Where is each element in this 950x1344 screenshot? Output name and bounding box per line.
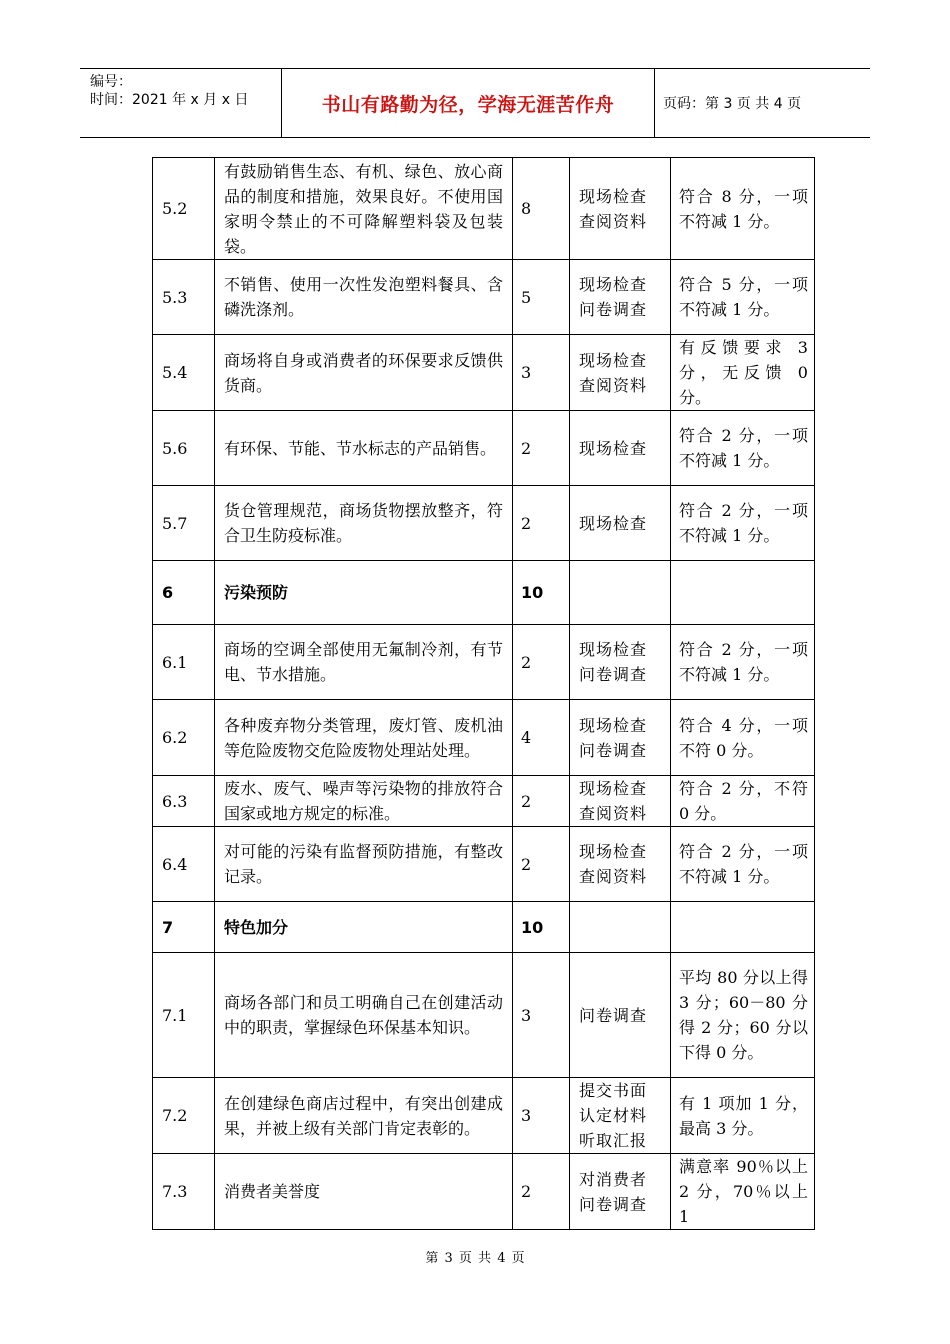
item-description: 污染预防 (215, 561, 513, 625)
check-method: 现场检查查阅资料 (570, 158, 671, 260)
time-label: 时间：2021 年 x 月 x 日 (90, 92, 249, 108)
item-description: 在创建绿色商店过程中，有突出创建成果，并被上级有关部门肯定表彰的。 (215, 1078, 513, 1154)
item-score: 3 (513, 1078, 570, 1154)
scoring-standard: 符合 2 分，一项不符减 1 分。 (671, 486, 815, 561)
item-score: 2 (513, 411, 570, 486)
item-number: 7 (153, 902, 215, 953)
section-row (153, 902, 815, 953)
item-score: 2 (513, 1154, 570, 1230)
item-description: 特色加分 (215, 902, 513, 953)
scoring-standard: 符合 2 分，不符 0 分。 (671, 776, 815, 827)
code-label: 编号： (90, 74, 132, 90)
check-method: 提交书面认定材料听取汇报 (570, 1078, 671, 1154)
table-row (153, 158, 815, 260)
check-method: 对消费者问卷调查 (570, 1154, 671, 1230)
table-row (153, 486, 815, 561)
page-header (80, 68, 870, 138)
section-row (153, 561, 815, 625)
item-score: 3 (513, 953, 570, 1078)
item-number: 6.4 (153, 827, 215, 902)
item-number: 6.3 (153, 776, 215, 827)
table-row (153, 260, 815, 335)
scoring-standard: 符合 2 分，一项不符减 1 分。 (671, 625, 815, 700)
item-number: 6.2 (153, 700, 215, 776)
item-number: 7.3 (153, 1154, 215, 1230)
table-row (153, 700, 815, 776)
item-number: 6.1 (153, 625, 215, 700)
item-score: 5 (513, 260, 570, 335)
item-number: 6 (153, 561, 215, 625)
scoring-standard (671, 561, 815, 625)
item-score: 4 (513, 700, 570, 776)
table-row (153, 827, 815, 902)
item-number: 5.2 (153, 158, 215, 260)
header-page-info: 页码：第 3 页 共 4 页 (663, 96, 802, 112)
check-method: 现场检查问卷调查 (570, 700, 671, 776)
item-description: 消费者美誉度 (215, 1154, 513, 1230)
scoring-standard: 符合 8 分，一项不符减 1 分。 (671, 158, 815, 260)
item-score: 2 (513, 486, 570, 561)
check-method (570, 902, 671, 953)
item-score: 2 (513, 625, 570, 700)
item-description: 有鼓励销售生态、有机、绿色、放心商品的制度和措施，效果良好。不使用国家明令禁止的不可降解塑料袋及包装袋。 (215, 158, 513, 260)
scoring-standard: 满意率 90％以上 2 分，70％以上 1 (671, 1154, 815, 1230)
header-motto: 书山有路勤为径，学海无涯苦作舟 (282, 69, 655, 137)
scoring-standard: 符合 5 分，一项不符减 1 分。 (671, 260, 815, 335)
scoring-standard: 平均 80 分以上得 3 分；60－80 分得 2 分；60 分以下得 0 分。 (671, 953, 815, 1078)
item-number: 7.1 (153, 953, 215, 1078)
item-score: 2 (513, 776, 570, 827)
item-description: 废水、废气、噪声等污染物的排放符合国家或地方规定的标准。 (215, 776, 513, 827)
item-number: 5.3 (153, 260, 215, 335)
item-description: 各种废弃物分类管理，废灯管、废机油等危险废物交危险废物处理站处理。 (215, 700, 513, 776)
item-number: 5.4 (153, 335, 215, 411)
check-method (570, 561, 671, 625)
item-description: 商场各部门和员工明确自己在创建活动中的职责，掌握绿色环保基本知识。 (215, 953, 513, 1078)
scoring-standard: 有 1 项加 1 分，最高 3 分。 (671, 1078, 815, 1154)
item-description: 对可能的污染有监督预防措施，有整改记录。 (215, 827, 513, 902)
item-score: 2 (513, 827, 570, 902)
item-description: 货仓管理规范，商场货物摆放整齐，符合卫生防疫标准。 (215, 486, 513, 561)
check-method: 现场检查问卷调查 (570, 625, 671, 700)
table-row (153, 1078, 815, 1154)
table-row (153, 1154, 815, 1230)
item-description: 商场的空调全部使用无氟制冷剂，有节电、节水措施。 (215, 625, 513, 700)
table-row (153, 335, 815, 411)
item-description: 有环保、节能、节水标志的产品销售。 (215, 411, 513, 486)
scoring-standard (671, 902, 815, 953)
item-description: 商场将自身或消费者的环保要求反馈供货商。 (215, 335, 513, 411)
check-method: 现场检查问卷调查 (570, 260, 671, 335)
check-method: 问卷调查 (570, 953, 671, 1078)
table-row (153, 953, 815, 1078)
table-row (153, 411, 815, 486)
table-row (153, 776, 815, 827)
check-method: 现场检查查阅资料 (570, 827, 671, 902)
item-score: 10 (513, 902, 570, 953)
header-meta (80, 69, 282, 137)
check-method: 现场检查 (570, 411, 671, 486)
item-score: 3 (513, 335, 570, 411)
scoring-standard: 符合 2 分，一项不符减 1 分。 (671, 411, 815, 486)
check-method: 现场检查查阅资料 (570, 335, 671, 411)
evaluation-table (152, 157, 815, 1230)
check-method: 现场检查 (570, 486, 671, 561)
item-number: 7.2 (153, 1078, 215, 1154)
item-description: 不销售、使用一次性发泡塑料餐具、含磷洗涤剂。 (215, 260, 513, 335)
scoring-standard: 有反馈要求 3 分，无反馈 0 分。 (671, 335, 815, 411)
item-number: 5.7 (153, 486, 215, 561)
scoring-standard: 符合 4 分，一项不符 0 分。 (671, 700, 815, 776)
table-row (153, 625, 815, 700)
item-number: 5.6 (153, 411, 215, 486)
item-score: 8 (513, 158, 570, 260)
item-score: 10 (513, 561, 570, 625)
page-footer: 第 3 页 共 4 页 (425, 1251, 525, 1266)
scoring-standard: 符合 2 分，一项不符减 1 分。 (671, 827, 815, 902)
check-method: 现场检查查阅资料 (570, 776, 671, 827)
table-body (153, 158, 815, 1230)
